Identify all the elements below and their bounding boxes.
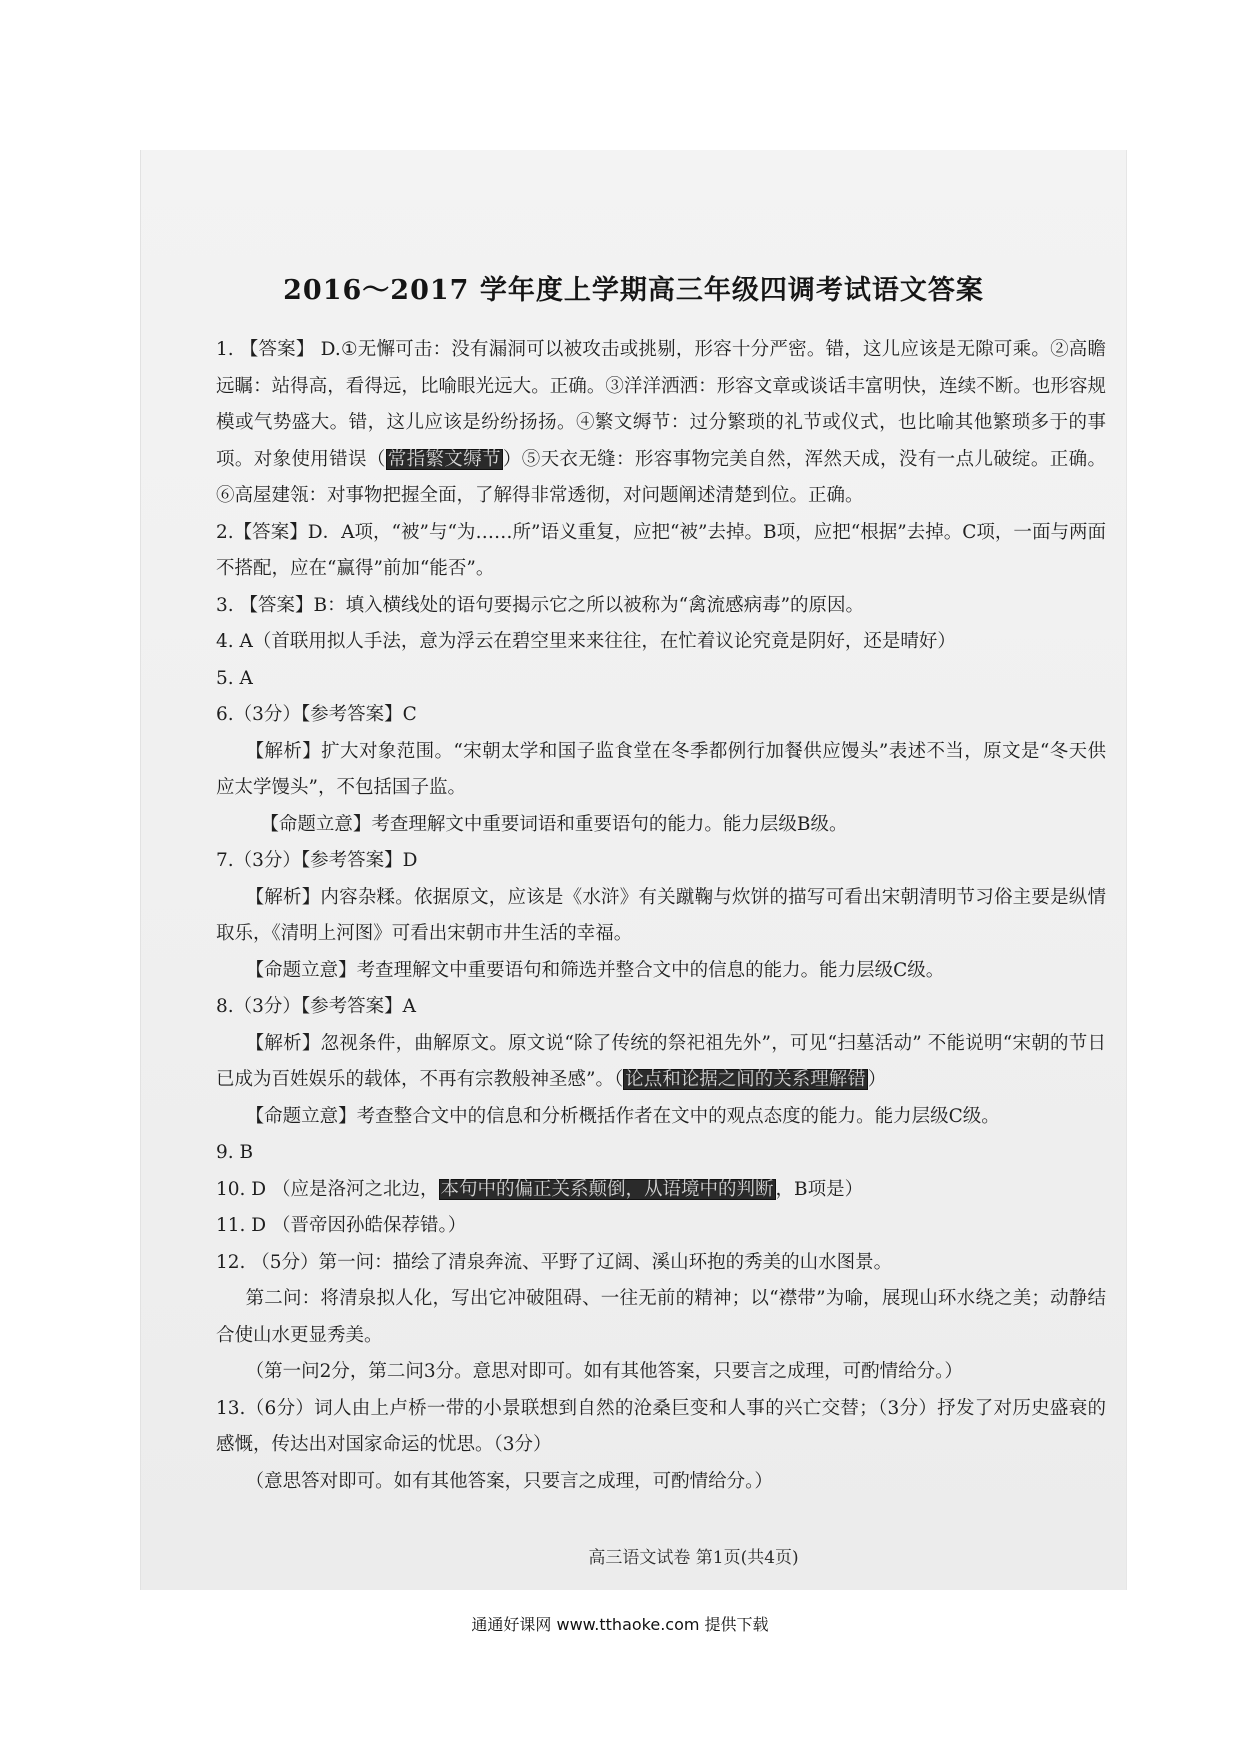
- answer-text: 【命题立意】考查理解文中重要词语和重要语句的能力。能力层级B级。: [260, 813, 848, 835]
- answer-line: [216, 661, 1106, 698]
- answer-text: 【命题立意】考查整合文中的信息和分析概括作者在文中的观点态度的能力。能力层级C级。: [245, 1105, 1000, 1127]
- answer-text: 5. A: [216, 667, 253, 689]
- answer-line: [216, 880, 1106, 953]
- answer-text: （意思答对即可。如有其他答案，只要言之成理，可酌情给分。）: [245, 1470, 773, 1492]
- answer-text-continued: ）: [867, 1069, 887, 1090]
- highlighted-annotation: 本句中的偏正关系颠倒，从语境中的判断: [440, 1178, 774, 1200]
- scanned-page: [140, 150, 1127, 1590]
- answer-text: 10. D （应是洛河之北边，: [216, 1178, 439, 1200]
- page-title: 2016～2017 学年度上学期高三年级四调考试语文答案: [283, 275, 984, 306]
- page-number: 高三语文试卷 第1页(共4页): [588, 1548, 799, 1568]
- highlighted-annotation: 论点和论据之间的关系理解错: [625, 1069, 866, 1090]
- download-note: 通通好课网 www.tthaoke.com 提供下载: [471, 1615, 769, 1634]
- answer-text: 4. A（首联用拟人手法，意为浮云在碧空里来来往往，在忙着议论究竟是阴好，还是晴好）: [216, 631, 956, 652]
- answer-text: 3. 【答案】B：填入横线处的语句要揭示它之所以被称为“禽流感病毒”的原因。: [216, 594, 865, 616]
- answer-text: 【命题立意】考查理解文中重要语句和筛选并整合文中的信息的能力。能力层级C级。: [245, 959, 945, 981]
- answer-line: [216, 515, 1106, 588]
- answer-line: [216, 1208, 1106, 1245]
- answer-text: 8.（3分）【参考答案】A: [216, 996, 417, 1017]
- answer-line: [216, 1391, 1106, 1464]
- answer-line: [216, 734, 1106, 807]
- answer-text: 9. B: [216, 1142, 254, 1163]
- answer-text: 第二问：将清泉拟人化，写出它冲破阻碍、一往无前的精神；以“襟带”为喻，展现山环水绕之美；动静结合使山水更显秀美。: [216, 1288, 1106, 1346]
- answer-line: [216, 1135, 1106, 1172]
- answer-text: （第一问2分，第二问3分。意思对即可。如有其他答案，只要言之成理，可酌情给分。）: [245, 1361, 963, 1382]
- answer-line: [216, 807, 1106, 844]
- answer-text: 2.【答案】D．A项，“被”与“为……所”语义重复，应把“被”去掉。B项，应把“根据”去掉。C项，一面与两面不搭配，应在“赢得”前加“能否”。: [216, 521, 1106, 579]
- answer-line: [216, 989, 1106, 1026]
- answer-line: [216, 1464, 1106, 1501]
- answer-text: 【解析】忽视条件，曲解原文。原文说“除了传统的祭祀祖先外”，可见“扫墓活动” 不能说明“宋朝的节日已成为百姓娱乐的载体，不再有宗教般神圣感”。（: [216, 1032, 1106, 1090]
- answer-line: [216, 1281, 1106, 1354]
- answer-text: 11. D （晋帝因孙皓保荐错。）: [216, 1215, 467, 1236]
- answer-line: [216, 588, 1106, 625]
- answer-line: [216, 1354, 1106, 1391]
- answer-line: [216, 697, 1106, 734]
- answer-text: 12. （5分）第一问：描绘了清泉奔流、平野了辽阔、溪山环抱的秀美的山水图景。: [216, 1251, 893, 1273]
- answer-text: 6.（3分）【参考答案】C: [216, 704, 417, 725]
- answer-text: 7.（3分）【参考答案】D: [216, 850, 418, 871]
- answer-line: [216, 1026, 1106, 1099]
- answer-text: 13.（6分）词人由上卢桥一带的小景联想到自然的沧桑巨变和人事的兴亡交替；（3分）抒发了对历史盛衰的感慨，传达出对国家命运的忧思。（3分）: [216, 1397, 1106, 1455]
- answer-content: [216, 332, 1106, 1500]
- answer-line: [216, 332, 1106, 515]
- answer-text-continued: ，B项是）: [775, 1178, 864, 1200]
- answer-line: [216, 1245, 1106, 1282]
- answer-text-continued: ）⑤天衣无缝：形容事物完美自然，浑然天成，没有一点儿破绽。正确。⑥高屋建瓴：对事物把握全面，了解得非常透彻，对问题阐述清楚到位。正确。: [216, 448, 1106, 506]
- answer-text: 1. 【答案】 D.①无懈可击：没有漏洞可以被攻击或挑剔，形容十分严密。错，这儿应该是无隙可乘。②高瞻远瞩：站得高，看得远，比喻眼光远大。正确。③洋洋洒洒：形容文章或谈话丰富明快，连续不断。也形容规模或气势盛大。错，这儿应该是纷纷扬扬。④繁文缛节：过分繁琐的礼节或仪式，也比喻其他繁琐多于的事项。对象使用错误（: [216, 339, 1106, 470]
- answer-line: [216, 1099, 1106, 1136]
- answer-line: [216, 843, 1106, 880]
- answer-line: [216, 624, 1106, 661]
- answer-text: 【解析】内容杂糅。依据原文，应该是《水浒》有关蹴鞠与炊饼的描写可看出宋朝清明节习俗主要是纵情取乐，《清明上河图》可看出宋朝市井生活的幸福。: [216, 886, 1106, 944]
- answer-line: [216, 953, 1106, 990]
- highlighted-annotation: 常指繁文缛节: [387, 448, 501, 470]
- answer-line: [216, 1172, 1106, 1209]
- answer-text: 【解析】扩大对象范围。“宋朝太学和国子监食堂在冬季都例行加餐供应馒头”表述不当，原文是“冬天供应太学馒头”，不包括国子监。: [216, 740, 1106, 798]
